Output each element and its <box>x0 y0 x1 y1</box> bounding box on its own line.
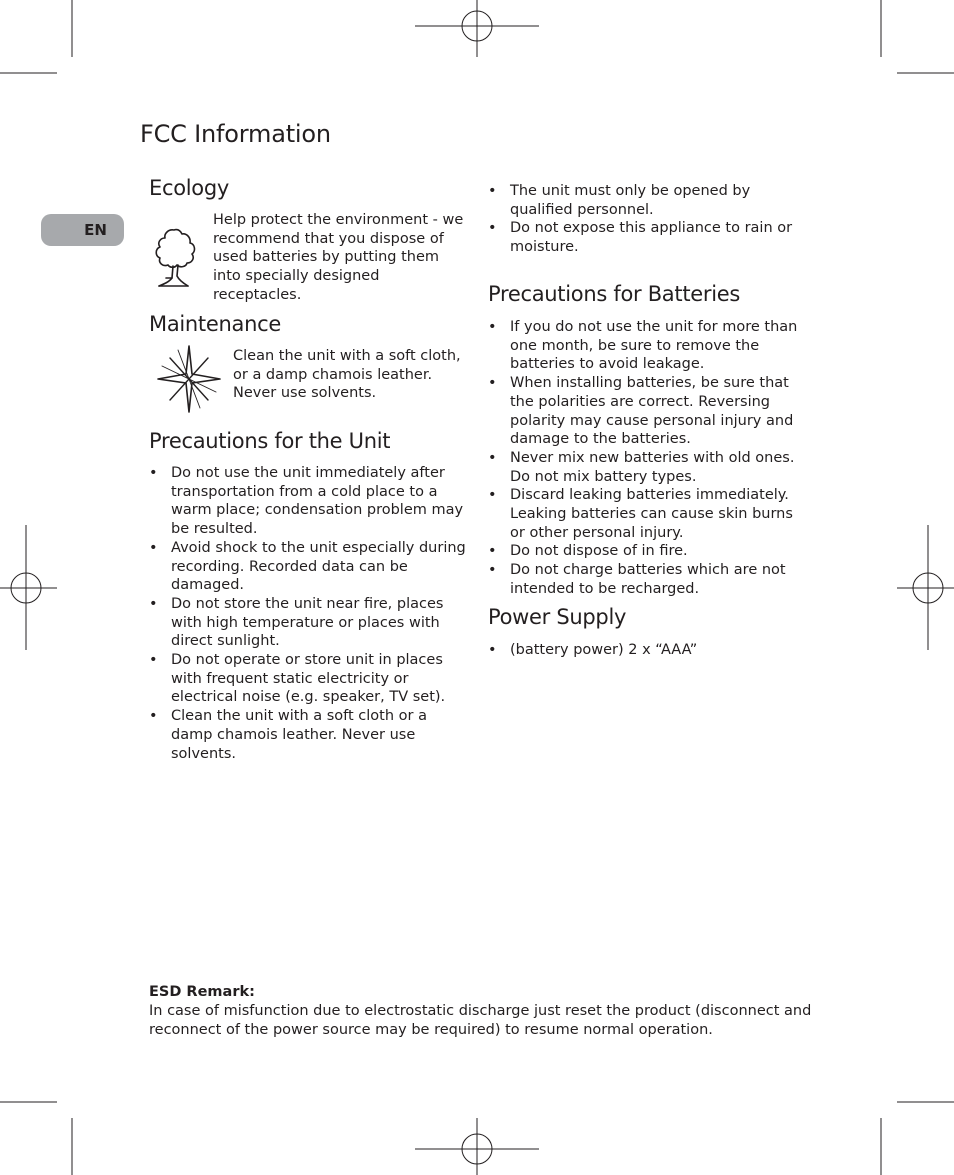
precautions-unit-continued-list <box>488 182 806 257</box>
list-item: • (battery power) 2 x “AAA” <box>488 641 806 660</box>
precautions-batteries-list <box>488 318 810 599</box>
list-item: • Discard leaking batteries immediately. Leaking batteries can cause skin burns or other personal injury. <box>488 486 810 542</box>
precautions-batteries-heading: Precautions for Batteries <box>488 282 740 306</box>
precautions-unit-heading: Precautions for the Unit <box>149 429 391 453</box>
power-supply-list <box>488 641 806 660</box>
tree-icon <box>152 226 200 294</box>
esd-remark-text: In case of misfunction due to electrostatic discharge just reset the product (disconnect and reconnect of the power source may be required) to resume normal operation. <box>149 1003 812 1038</box>
list-item: • Clean the unit with a soft cloth or a damp chamois leather. Never use solvents. <box>149 707 471 763</box>
list-item: • Avoid shock to the unit especially during recording. Recorded data can be damaged. <box>149 539 471 595</box>
list-item: • Do not use the unit immediately after transportation from a cold place to a warm place; condensation problem may be resulted. <box>149 464 471 539</box>
registration-mark-left <box>0 525 57 650</box>
ecology-text: Help protect the environment - we recommend that you dispose of used batteries by putting them into specially designed receptacles. <box>213 212 464 303</box>
registration-mark-top <box>415 0 539 57</box>
sparkle-icon <box>156 344 222 418</box>
list-item: • Do not dispose of in fire. <box>488 542 810 561</box>
list-item: • Do not store the unit near fire, places with high temperature or places with direct sunlight. <box>149 595 471 651</box>
registration-mark-right <box>897 525 954 650</box>
list-item: • Do not expose this appliance to rain or moisture. <box>488 219 806 256</box>
page-title: FCC Information <box>140 120 331 148</box>
maintenance-heading: Maintenance <box>149 312 281 336</box>
ecology-heading: Ecology <box>149 176 230 200</box>
list-item: • When installing batteries, be sure that the polarities are correct. Reversing polarity may cause personal injury and damage to the batteries. <box>488 374 810 449</box>
precautions-unit-list <box>149 464 471 763</box>
power-supply-heading: Power Supply <box>488 605 627 629</box>
list-item: • Do not charge batteries which are not intended to be recharged. <box>488 561 810 598</box>
list-item: • The unit must only be opened by qualified personnel. <box>488 182 806 219</box>
maintenance-text: Clean the unit with a soft cloth, or a damp chamois leather. Never use solvents. <box>233 348 461 402</box>
esd-remark-title: ESD Remark: <box>149 984 255 1000</box>
language-tab: EN <box>41 214 124 246</box>
list-item: • Never mix new batteries with old ones. Do not mix battery types. <box>488 449 810 486</box>
list-item: • If you do not use the unit for more than one month, be sure to remove the batteries to avoid leakage. <box>488 318 810 374</box>
list-item: • Do not operate or store unit in places with frequent static electricity or electrical noise (e.g. speaker, TV set). <box>149 651 471 707</box>
registration-mark-bottom <box>415 1118 539 1175</box>
